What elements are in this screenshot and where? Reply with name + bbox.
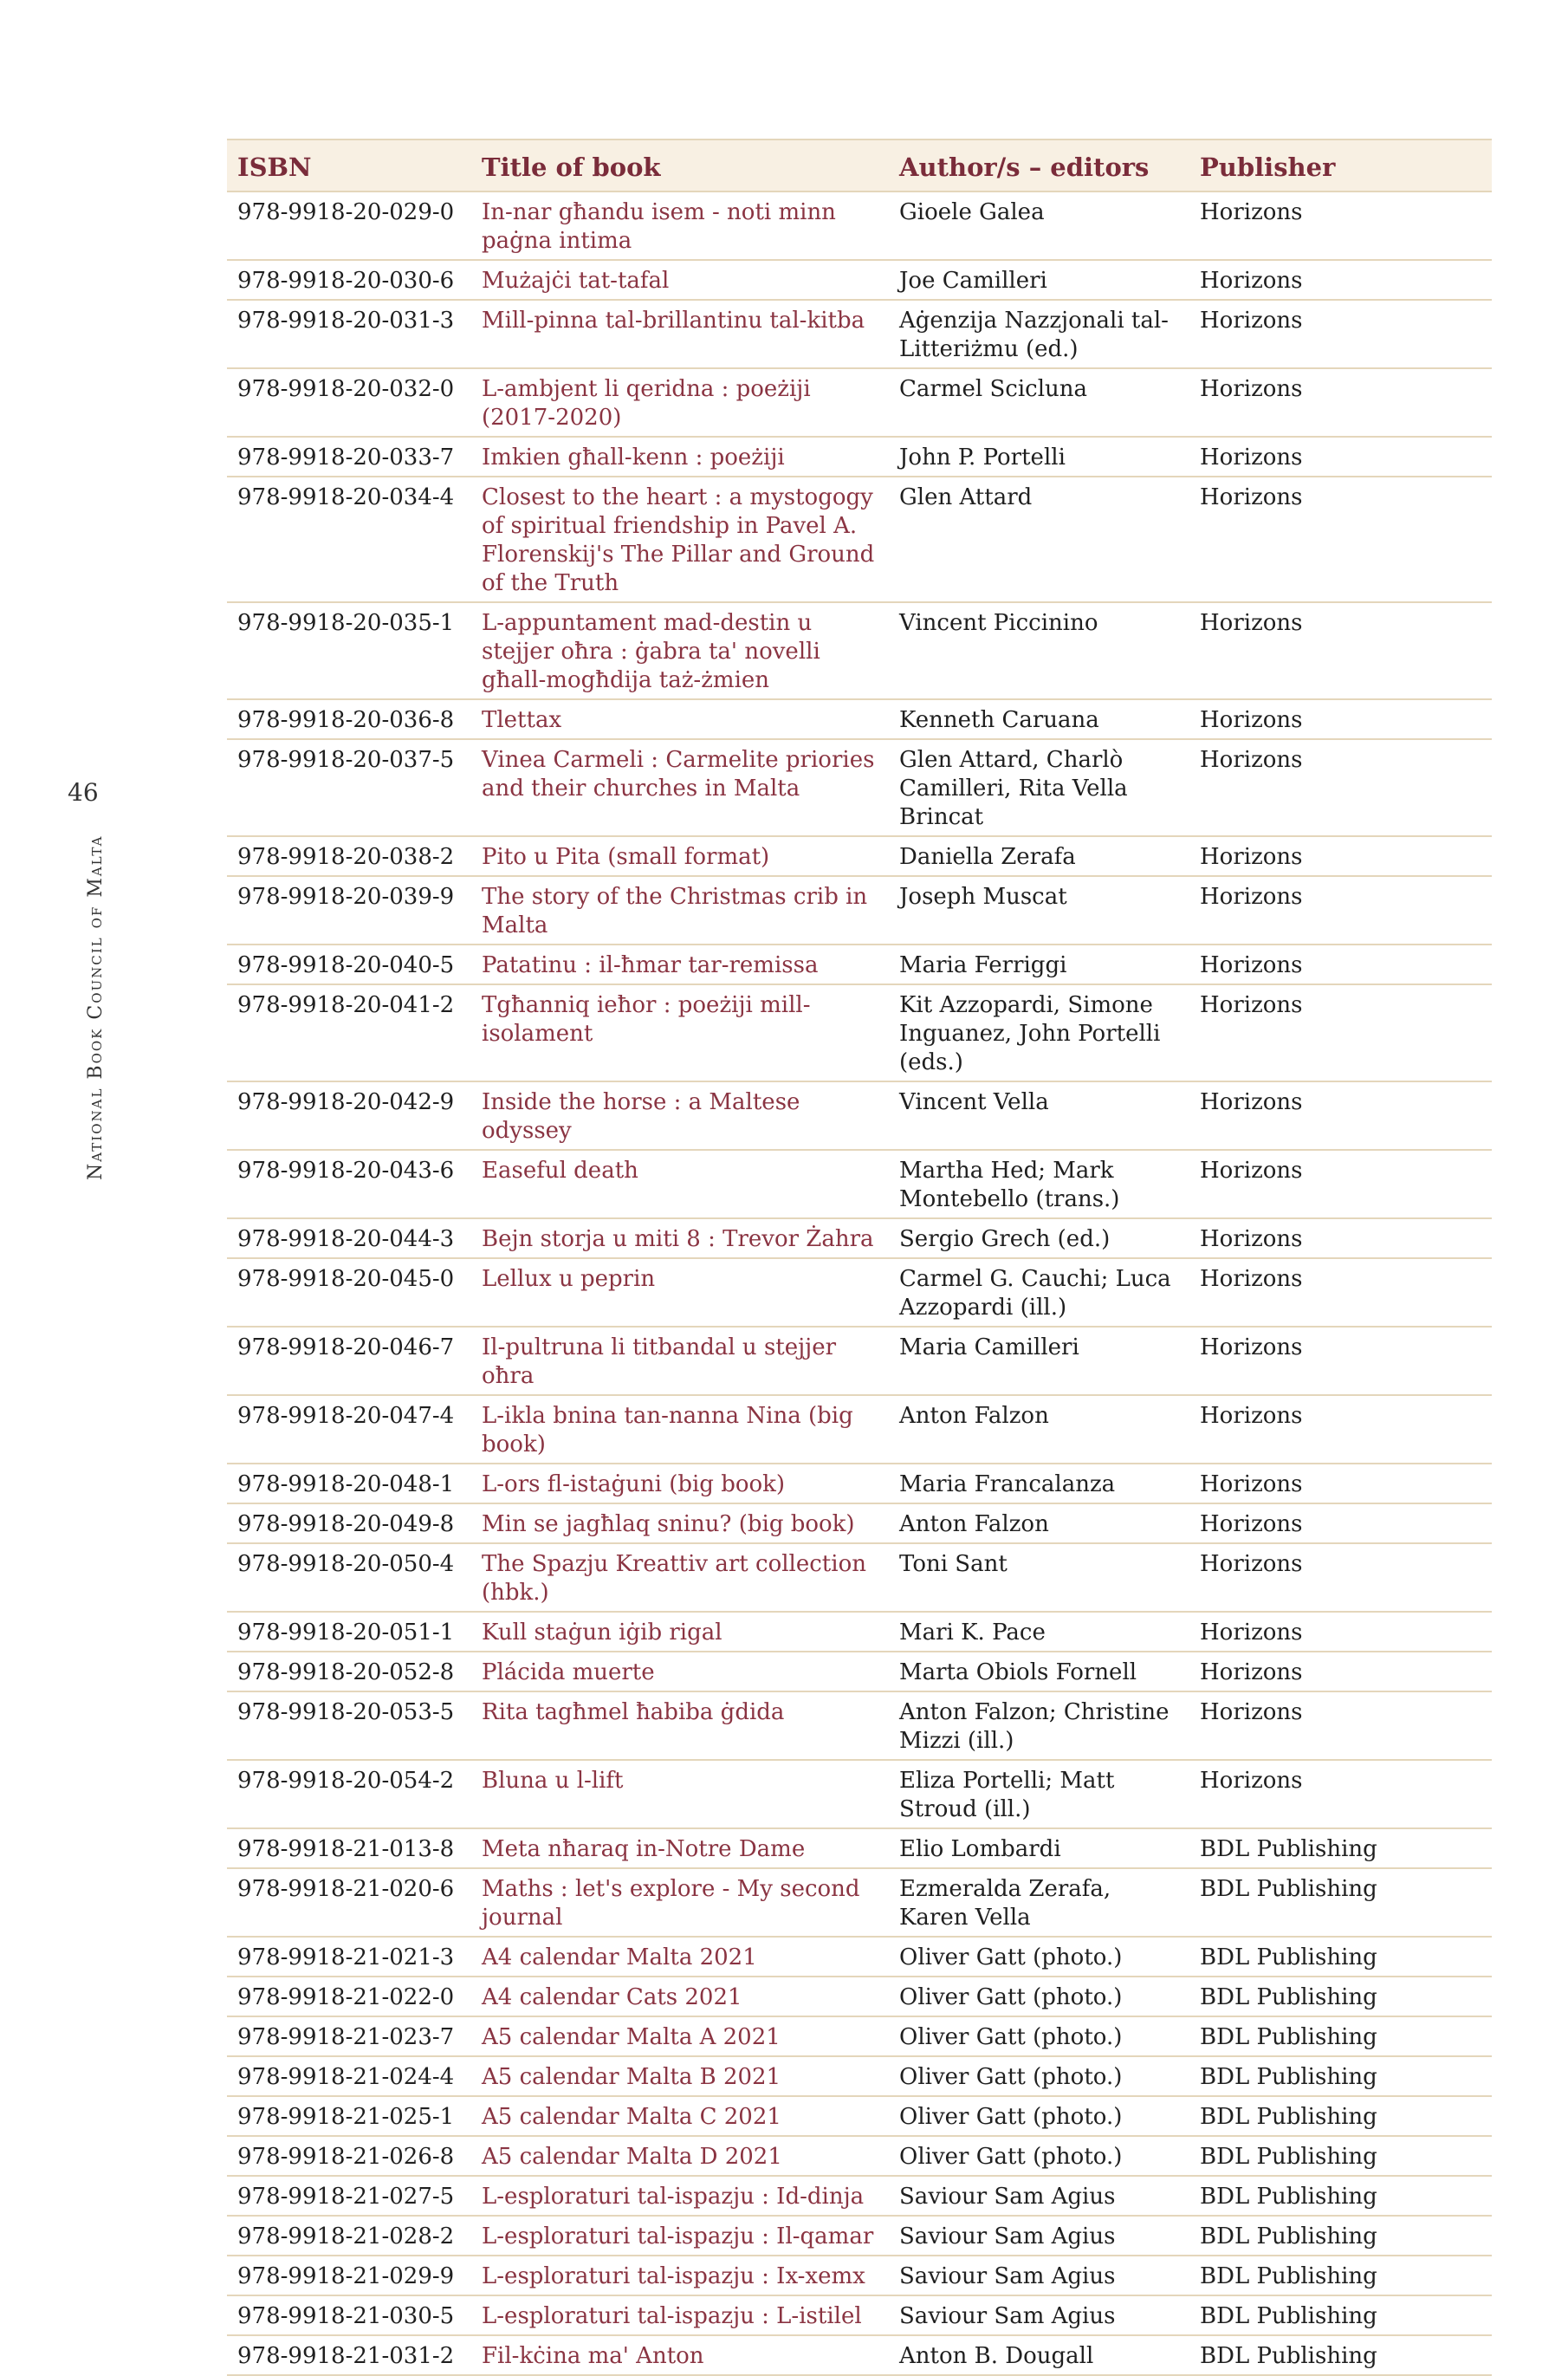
isbn-cell: 978-9918-20-031-3 xyxy=(227,300,471,368)
table-row xyxy=(227,1543,1492,1612)
isbn-cell: 978-9918-20-032-0 xyxy=(227,368,471,437)
publisher-cell: Horizons xyxy=(1189,1258,1492,1327)
title-cell: A5 calendar Malta A 2021 xyxy=(471,2016,889,2056)
isbn-table xyxy=(227,139,1492,2376)
publisher-cell: BDL Publishing xyxy=(1189,2176,1492,2216)
author-cell: Oliver Gatt (photo.) xyxy=(889,2096,1189,2136)
author-cell: Joseph Muscat xyxy=(889,876,1189,945)
table-row xyxy=(227,477,1492,602)
author-cell: Saviour Sam Agius xyxy=(889,2295,1189,2335)
isbn-cell: 978-9918-21-028-2 xyxy=(227,2216,471,2256)
title-cell: Tgħanniq ieħor : poeżiji mill-isolament xyxy=(471,984,889,1081)
publisher-cell: Horizons xyxy=(1189,945,1492,984)
table-row xyxy=(227,984,1492,1081)
title-cell: Meta nħaraq in-Notre Dame xyxy=(471,1828,889,1868)
author-cell: Vincent Vella xyxy=(889,1081,1189,1150)
publisher-cell: BDL Publishing xyxy=(1189,1828,1492,1868)
table-row xyxy=(227,2056,1492,2096)
publisher-cell: Horizons xyxy=(1189,1612,1492,1652)
author-cell: Glen Attard, Charlò Camilleri, Rita Vella Brincat xyxy=(889,739,1189,836)
isbn-cell: 978-9918-21-020-6 xyxy=(227,1868,471,1937)
table-row xyxy=(227,1937,1492,1977)
author-cell: Joe Camilleri xyxy=(889,260,1189,300)
title-cell: Closest to the heart : a mystogogy of spiritual friendship in Pavel A. Florenskij's The Pillar and Ground of the Truth xyxy=(471,477,889,602)
publisher-cell: BDL Publishing xyxy=(1189,2096,1492,2136)
publisher-cell: Horizons xyxy=(1189,984,1492,1081)
header-authors: Author/s – editors xyxy=(889,140,1189,192)
title-cell: Inside the horse : a Maltese odyssey xyxy=(471,1081,889,1150)
isbn-cell: 978-9918-20-053-5 xyxy=(227,1691,471,1760)
publisher-cell: Horizons xyxy=(1189,1652,1492,1691)
author-cell: Eliza Portelli; Matt Stroud (ill.) xyxy=(889,1760,1189,1828)
table-row xyxy=(227,1828,1492,1868)
author-cell: Aġenzija Nazzjonali tal-Litteriżmu (ed.) xyxy=(889,300,1189,368)
title-cell: L-esploraturi tal-ispazju : L-istilel xyxy=(471,2295,889,2335)
isbn-cell: 978-9918-20-038-2 xyxy=(227,836,471,876)
author-cell: Anton Falzon xyxy=(889,1503,1189,1543)
isbn-cell: 978-9918-20-054-2 xyxy=(227,1760,471,1828)
author-cell: Glen Attard xyxy=(889,477,1189,602)
publisher-cell: Horizons xyxy=(1189,1503,1492,1543)
table-row xyxy=(227,1081,1492,1150)
table-row xyxy=(227,876,1492,945)
table-row xyxy=(227,1150,1492,1218)
isbn-cell: 978-9918-20-043-6 xyxy=(227,1150,471,1218)
isbn-cell: 978-9918-20-045-0 xyxy=(227,1258,471,1327)
title-cell: Fil-kċina ma' Anton xyxy=(471,2335,889,2375)
title-cell: Mużajċi tat-tafal xyxy=(471,260,889,300)
title-cell: Rita tagħmel ħabiba ġdida xyxy=(471,1691,889,1760)
table-row xyxy=(227,836,1492,876)
title-cell: A5 calendar Malta C 2021 xyxy=(471,2096,889,2136)
table-row xyxy=(227,1868,1492,1937)
publisher-cell: BDL Publishing xyxy=(1189,2216,1492,2256)
publisher-cell: Horizons xyxy=(1189,1543,1492,1612)
title-cell: A4 calendar Malta 2021 xyxy=(471,1937,889,1977)
table-row xyxy=(227,437,1492,477)
title-cell: Lellux u peprin xyxy=(471,1258,889,1327)
running-head: National Book Council of Malta xyxy=(85,834,107,1180)
author-cell: Carmel Scicluna xyxy=(889,368,1189,437)
isbn-cell: 978-9918-20-046-7 xyxy=(227,1327,471,1395)
publisher-cell: Horizons xyxy=(1189,1395,1492,1464)
table-row xyxy=(227,739,1492,836)
title-cell: A4 calendar Cats 2021 xyxy=(471,1977,889,2016)
title-cell: The story of the Christmas crib in Malta xyxy=(471,876,889,945)
page-number: 46 xyxy=(68,778,99,807)
title-cell: A5 calendar Malta B 2021 xyxy=(471,2056,889,2096)
author-cell: Saviour Sam Agius xyxy=(889,2176,1189,2216)
isbn-cell: 978-9918-20-035-1 xyxy=(227,602,471,699)
publisher-cell: Horizons xyxy=(1189,699,1492,739)
table-row xyxy=(227,300,1492,368)
publisher-cell: Horizons xyxy=(1189,1464,1492,1503)
title-cell: Mill-pinna tal-brillantinu tal-kitba xyxy=(471,300,889,368)
isbn-cell: 978-9918-21-027-5 xyxy=(227,2176,471,2216)
title-cell: Bluna u l-lift xyxy=(471,1760,889,1828)
author-cell: Mari K. Pace xyxy=(889,1612,1189,1652)
isbn-cell: 978-9918-20-040-5 xyxy=(227,945,471,984)
isbn-cell: 978-9918-21-024-4 xyxy=(227,2056,471,2096)
publisher-cell: BDL Publishing xyxy=(1189,1937,1492,1977)
table-row xyxy=(227,1691,1492,1760)
publisher-cell: Horizons xyxy=(1189,368,1492,437)
table-row xyxy=(227,192,1492,260)
title-cell: In-nar għandu isem - noti minn paġna intima xyxy=(471,192,889,260)
author-cell: Ezmeralda Zerafa, Karen Vella xyxy=(889,1868,1189,1937)
publisher-cell: Horizons xyxy=(1189,739,1492,836)
title-cell: The Spazju Kreattiv art collection (hbk.) xyxy=(471,1543,889,1612)
title-cell: Tlettax xyxy=(471,699,889,739)
table-row xyxy=(227,1395,1492,1464)
isbn-cell: 978-9918-20-042-9 xyxy=(227,1081,471,1150)
isbn-cell: 978-9918-20-044-3 xyxy=(227,1218,471,1258)
isbn-cell: 978-9918-20-047-4 xyxy=(227,1395,471,1464)
table-row xyxy=(227,2216,1492,2256)
publisher-cell: Horizons xyxy=(1189,477,1492,602)
publisher-cell: BDL Publishing xyxy=(1189,1868,1492,1937)
publisher-cell: BDL Publishing xyxy=(1189,2016,1492,2056)
author-cell: Maria Camilleri xyxy=(889,1327,1189,1395)
table-row xyxy=(227,1612,1492,1652)
table-row xyxy=(227,2136,1492,2176)
table-body xyxy=(227,192,1492,2375)
title-cell: A5 calendar Malta D 2021 xyxy=(471,2136,889,2176)
author-cell: Maria Francalanza xyxy=(889,1464,1189,1503)
publisher-cell: Horizons xyxy=(1189,260,1492,300)
publisher-cell: Horizons xyxy=(1189,1218,1492,1258)
title-cell: Kull staġun iġib rigal xyxy=(471,1612,889,1652)
table-header xyxy=(227,140,1492,192)
author-cell: Sergio Grech (ed.) xyxy=(889,1218,1189,1258)
publisher-cell: Horizons xyxy=(1189,1150,1492,1218)
table-row xyxy=(227,1760,1492,1828)
publisher-cell: BDL Publishing xyxy=(1189,2256,1492,2295)
title-cell: Il-pultruna li titbandal u stejjer oħra xyxy=(471,1327,889,1395)
table-row xyxy=(227,2176,1492,2216)
isbn-cell: 978-9918-20-052-8 xyxy=(227,1652,471,1691)
table-row xyxy=(227,1464,1492,1503)
author-cell: Gioele Galea xyxy=(889,192,1189,260)
table-row xyxy=(227,1503,1492,1543)
author-cell: Maria Ferriggi xyxy=(889,945,1189,984)
title-cell: L-esploraturi tal-ispazju : Ix-xemx xyxy=(471,2256,889,2295)
isbn-cell: 978-9918-20-049-8 xyxy=(227,1503,471,1543)
author-cell: Kenneth Caruana xyxy=(889,699,1189,739)
isbn-cell: 978-9918-21-030-5 xyxy=(227,2295,471,2335)
author-cell: Saviour Sam Agius xyxy=(889,2216,1189,2256)
isbn-cell: 978-9918-20-039-9 xyxy=(227,876,471,945)
publisher-cell: BDL Publishing xyxy=(1189,2136,1492,2176)
author-cell: Oliver Gatt (photo.) xyxy=(889,1937,1189,1977)
table-row xyxy=(227,1652,1492,1691)
isbn-cell: 978-9918-21-029-9 xyxy=(227,2256,471,2295)
author-cell: Marta Obiols Fornell xyxy=(889,1652,1189,1691)
isbn-cell: 978-9918-21-023-7 xyxy=(227,2016,471,2056)
isbn-cell: 978-9918-20-036-8 xyxy=(227,699,471,739)
title-cell: Vinea Carmeli : Carmelite priories and their churches in Malta xyxy=(471,739,889,836)
table-row xyxy=(227,602,1492,699)
title-cell: Patatinu : il-ħmar tar-remissa xyxy=(471,945,889,984)
author-cell: Anton Falzon; Christine Mizzi (ill.) xyxy=(889,1691,1189,1760)
publisher-cell: Horizons xyxy=(1189,876,1492,945)
publisher-cell: Horizons xyxy=(1189,1691,1492,1760)
author-cell: Oliver Gatt (photo.) xyxy=(889,2016,1189,2056)
isbn-cell: 978-9918-20-050-4 xyxy=(227,1543,471,1612)
table-row xyxy=(227,260,1492,300)
author-cell: Oliver Gatt (photo.) xyxy=(889,2136,1189,2176)
publisher-cell: Horizons xyxy=(1189,602,1492,699)
table-row xyxy=(227,368,1492,437)
author-cell: Toni Sant xyxy=(889,1543,1189,1612)
author-cell: Daniella Zerafa xyxy=(889,836,1189,876)
author-cell: John P. Portelli xyxy=(889,437,1189,477)
isbn-cell: 978-9918-20-033-7 xyxy=(227,437,471,477)
table-row xyxy=(227,2256,1492,2295)
table-row xyxy=(227,2096,1492,2136)
table-row xyxy=(227,699,1492,739)
isbn-cell: 978-9918-20-030-6 xyxy=(227,260,471,300)
title-cell: L-esploraturi tal-ispazju : Il-qamar xyxy=(471,2216,889,2256)
author-cell: Saviour Sam Agius xyxy=(889,2256,1189,2295)
title-cell: Maths : let's explore - My second journal xyxy=(471,1868,889,1937)
table-row xyxy=(227,1218,1492,1258)
publisher-cell: Horizons xyxy=(1189,300,1492,368)
title-cell: Bejn storja u miti 8 : Trevor Żahra xyxy=(471,1218,889,1258)
author-cell: Elio Lombardi xyxy=(889,1828,1189,1868)
publisher-cell: BDL Publishing xyxy=(1189,2056,1492,2096)
publisher-cell: Horizons xyxy=(1189,437,1492,477)
isbn-cell: 978-9918-20-041-2 xyxy=(227,984,471,1081)
title-cell: L-esploraturi tal-ispazju : Id-dinja xyxy=(471,2176,889,2216)
publisher-cell: Horizons xyxy=(1189,192,1492,260)
author-cell: Kit Azzopardi, Simone Inguanez, John Portelli (eds.) xyxy=(889,984,1189,1081)
author-cell: Oliver Gatt (photo.) xyxy=(889,2056,1189,2096)
header-row xyxy=(227,140,1492,192)
header-publisher: Publisher xyxy=(1189,140,1492,192)
title-cell: Imkien għall-kenn : poeżiji xyxy=(471,437,889,477)
table-row xyxy=(227,2335,1492,2375)
isbn-cell: 978-9918-20-051-1 xyxy=(227,1612,471,1652)
author-cell: Carmel G. Cauchi; Luca Azzopardi (ill.) xyxy=(889,1258,1189,1327)
author-cell: Anton Falzon xyxy=(889,1395,1189,1464)
table-row xyxy=(227,2295,1492,2335)
isbn-cell: 978-9918-20-034-4 xyxy=(227,477,471,602)
title-cell: Min se jagħlaq sninu? (big book) xyxy=(471,1503,889,1543)
table-row xyxy=(227,1977,1492,2016)
title-cell: L-appuntament mad-destin u stejjer oħra : ġabra ta' novelli għall-mogħdija taż-żmien xyxy=(471,602,889,699)
table-row xyxy=(227,1258,1492,1327)
table-row xyxy=(227,2016,1492,2056)
publisher-cell: BDL Publishing xyxy=(1189,1977,1492,2016)
isbn-cell: 978-9918-21-022-0 xyxy=(227,1977,471,2016)
publisher-cell: BDL Publishing xyxy=(1189,2335,1492,2375)
publisher-cell: Horizons xyxy=(1189,836,1492,876)
isbn-cell: 978-9918-21-013-8 xyxy=(227,1828,471,1868)
author-cell: Vincent Piccinino xyxy=(889,602,1189,699)
table-row xyxy=(227,1327,1492,1395)
publisher-cell: Horizons xyxy=(1189,1760,1492,1828)
title-cell: Pito u Pita (small format) xyxy=(471,836,889,876)
publisher-cell: Horizons xyxy=(1189,1327,1492,1395)
title-cell: L-ikla bnina tan-nanna Nina (big book) xyxy=(471,1395,889,1464)
table-row xyxy=(227,945,1492,984)
header-title: Title of book xyxy=(471,140,889,192)
isbn-cell: 978-9918-20-048-1 xyxy=(227,1464,471,1503)
isbn-cell: 978-9918-20-029-0 xyxy=(227,192,471,260)
isbn-cell: 978-9918-21-021-3 xyxy=(227,1937,471,1977)
title-cell: L-ors fl-istaġuni (big book) xyxy=(471,1464,889,1503)
isbn-cell: 978-9918-21-025-1 xyxy=(227,2096,471,2136)
header-isbn: ISBN xyxy=(227,140,471,192)
title-cell: Easeful death xyxy=(471,1150,889,1218)
author-cell: Martha Hed; Mark Montebello (trans.) xyxy=(889,1150,1189,1218)
author-cell: Anton B. Dougall xyxy=(889,2335,1189,2375)
title-cell: Plácida muerte xyxy=(471,1652,889,1691)
isbn-cell: 978-9918-21-031-2 xyxy=(227,2335,471,2375)
isbn-cell: 978-9918-20-037-5 xyxy=(227,739,471,836)
author-cell: Oliver Gatt (photo.) xyxy=(889,1977,1189,2016)
title-cell: L-ambjent li qeridna : poeżiji (2017-2020) xyxy=(471,368,889,437)
publisher-cell: BDL Publishing xyxy=(1189,2295,1492,2335)
isbn-cell: 978-9918-21-026-8 xyxy=(227,2136,471,2176)
publisher-cell: Horizons xyxy=(1189,1081,1492,1150)
